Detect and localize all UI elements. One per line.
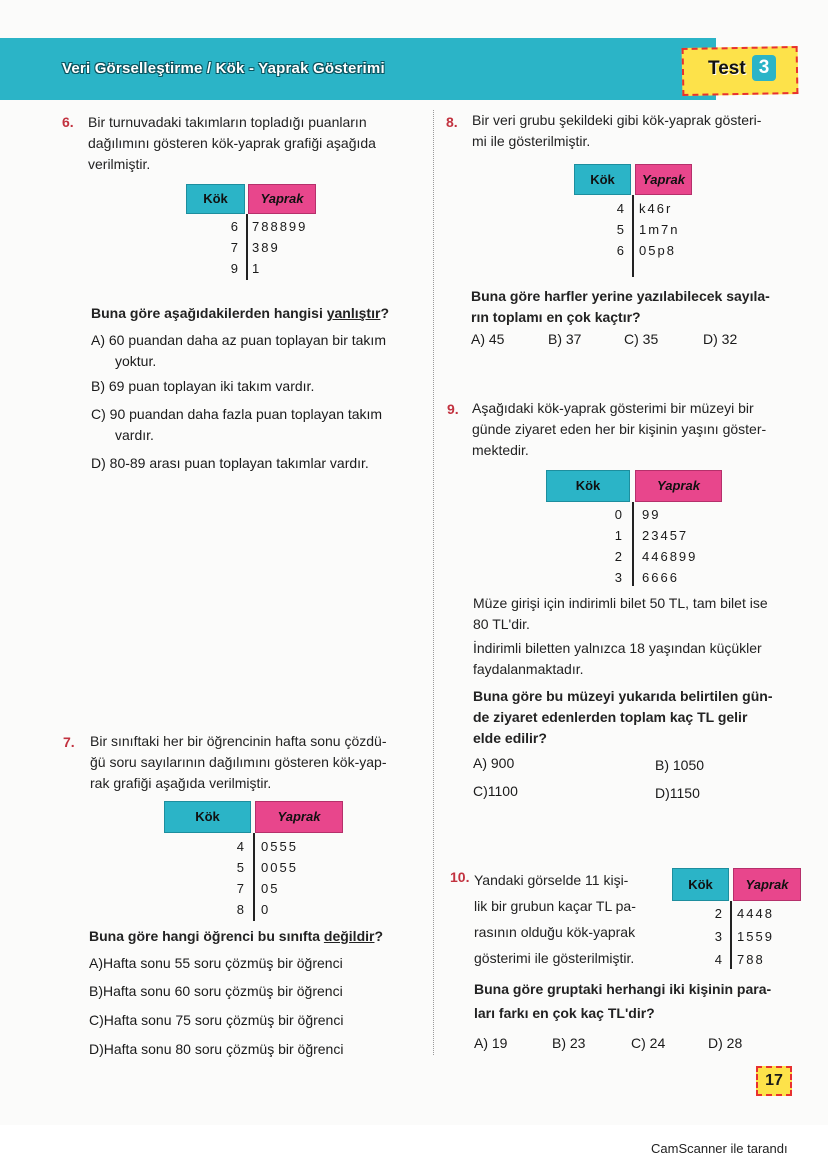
stem-value: 4 — [714, 952, 722, 967]
question-6-line: Bir turnuvadaki takımların topladığı puanların — [88, 114, 367, 130]
question-6-number: 6. — [62, 114, 74, 130]
prompt-line: rın toplamı en çok kaçtır? — [471, 309, 641, 325]
page-number: 17 — [756, 1066, 792, 1096]
question-10-line: gösterimi ile gösterilmiştir. — [474, 950, 635, 966]
question-10-text — [474, 867, 636, 971]
question-6-option-b[interactable] — [91, 376, 314, 397]
stem-value: 6 — [616, 243, 624, 258]
stem-value: 7 — [230, 240, 238, 255]
stem-value: 9 — [230, 261, 238, 276]
stem-value: 3 — [614, 570, 622, 585]
leaf-values: 0 — [261, 902, 271, 917]
question-10-line: rasının olduğu kök-yaprak — [474, 924, 636, 940]
question-9-option-d[interactable]: D)1150 — [655, 785, 700, 801]
stem-value: 2 — [714, 906, 722, 921]
question-8-line: mi ile gösterilmiştir. — [472, 133, 591, 149]
prompt-emphasis: değildir — [323, 928, 375, 944]
leaf-values: 23457 — [642, 528, 689, 543]
question-8-option-d[interactable]: D) 32 — [703, 331, 738, 347]
prompt-emphasis: yanlıştır — [326, 305, 381, 321]
question-7-line: ğü soru sayılarının dağılımını gösteren kök-yap- — [90, 754, 387, 770]
question-8-number: 8. — [446, 114, 458, 130]
stem-value: 4 — [236, 839, 244, 854]
question-10-prompt — [474, 977, 771, 1025]
leaf-values: 788899 — [252, 219, 308, 234]
question-8-stem-leaf-table — [574, 164, 694, 280]
question-6-stem-leaf-table — [186, 184, 326, 284]
stem-value: 2 — [614, 549, 622, 564]
question-10-line: lik bir grubun kaçar TL pa- — [474, 898, 636, 914]
stem-value: 3 — [714, 929, 722, 944]
question-7-line: rak grafiği aşağıda verilmiştir. — [90, 775, 272, 791]
prompt-line: Buna göre harfler yerine yazılabilecek sayıla- — [471, 288, 770, 304]
leaf-values: 05 — [261, 881, 280, 896]
question-7-number: 7. — [63, 734, 75, 750]
stem-header: Kök — [546, 470, 630, 502]
question-9-option-a[interactable]: A) 900 — [473, 755, 515, 771]
option-line: B) 69 puan toplayan iki takım vardır. — [91, 378, 315, 394]
stem-header: Kök — [574, 164, 631, 195]
leaf-values: 788 — [737, 952, 765, 967]
stem-value: 6 — [230, 219, 238, 234]
question-9-info-discount — [473, 638, 762, 680]
question-10-option-a[interactable]: A) 19 — [474, 1035, 508, 1051]
stem-leaf-divider — [632, 502, 634, 586]
question-8-prompt — [471, 286, 770, 328]
question-10-option-d[interactable]: D) 28 — [708, 1035, 743, 1051]
question-7-option-b[interactable]: B)Hafta sonu 60 soru çözmüş bir öğrenci — [89, 983, 343, 999]
question-10-option-b[interactable]: B) 23 — [552, 1035, 586, 1051]
question-7-prompt — [89, 926, 383, 947]
option-line: yoktur. — [115, 353, 157, 369]
question-9-text — [472, 398, 766, 461]
stem-header: Kök — [186, 184, 245, 214]
question-9-option-b[interactable]: B) 1050 — [655, 757, 705, 773]
prompt-text: ? — [374, 928, 384, 944]
question-8-text — [472, 110, 761, 152]
question-10-option-c[interactable]: C) 24 — [631, 1035, 666, 1051]
question-7-option-c[interactable]: C)Hafta sonu 75 soru çözmüş bir öğrenci — [89, 1012, 344, 1028]
leaf-values: 05p8 — [639, 243, 676, 258]
stem-value: 5 — [236, 860, 244, 875]
stem-leaf-divider — [253, 833, 255, 921]
stem-value: 8 — [236, 902, 244, 917]
stem-value: 1 — [614, 528, 622, 543]
stem-value: 5 — [616, 222, 624, 237]
question-10-stem-leaf-table — [672, 868, 806, 972]
leaf-values: 1 — [252, 261, 262, 276]
leaf-values: 6666 — [642, 570, 679, 585]
leaf-header: Yaprak — [248, 184, 316, 214]
leaf-values: 0055 — [261, 860, 298, 875]
question-10-line: Yandaki görselde 11 kişi- — [474, 872, 629, 888]
question-10-number: 10. — [450, 869, 470, 885]
stem-value: 0 — [614, 507, 622, 522]
leaf-values: 4448 — [737, 906, 774, 921]
question-6-option-a[interactable] — [91, 330, 386, 372]
leaf-values: 389 — [252, 240, 280, 255]
leaf-values: 1559 — [737, 929, 774, 944]
leaf-values: k46r — [639, 201, 673, 216]
leaf-header: Yaprak — [733, 868, 801, 901]
prompt-text: Buna göre aşağıdakilerden hangisi — [91, 305, 327, 321]
stem-value: 4 — [616, 201, 624, 216]
leaf-values: 99 — [642, 507, 661, 522]
question-6-line: verilmiştir. — [88, 156, 151, 172]
stem-value: 7 — [236, 881, 244, 896]
stem-header: Kök — [672, 868, 729, 901]
question-6-option-c[interactable] — [91, 404, 382, 446]
stem-leaf-divider — [246, 214, 248, 280]
question-7-stem-leaf-table — [164, 801, 346, 923]
prompt-line: elde edilir? — [473, 730, 547, 746]
column-divider — [433, 110, 434, 1055]
question-9-prompt — [473, 686, 773, 749]
question-6-option-d[interactable] — [91, 453, 369, 474]
question-6-prompt — [91, 303, 389, 324]
question-6-text — [88, 112, 376, 175]
scanner-watermark: CamScanner ile tarandı — [651, 1141, 788, 1156]
stem-leaf-divider — [632, 195, 634, 277]
test-label: Test — [708, 58, 746, 79]
leaf-values: 446899 — [642, 549, 698, 564]
option-line: vardır. — [115, 427, 154, 443]
question-9-option-c[interactable]: C)1100 — [473, 783, 518, 799]
prompt-text: ? — [380, 305, 389, 321]
leaf-values: 1m7n — [639, 222, 680, 237]
question-9-info-tickets — [473, 593, 768, 635]
question-7-text — [90, 731, 387, 794]
option-line: A) 60 puandan daha az puan toplayan bir takım — [91, 332, 386, 348]
question-8-option-b[interactable]: B) 37 — [548, 331, 582, 347]
info-line: faydalanmaktadır. — [473, 661, 584, 677]
stem-leaf-divider — [730, 901, 732, 969]
question-7-line: Bir sınıftaki her bir öğrencinin hafta sonu çözdü- — [90, 733, 387, 749]
info-line: 80 TL'dir. — [473, 616, 530, 632]
question-7-option-d[interactable]: D)Hafta sonu 80 soru çözmüş bir öğrenci — [89, 1041, 344, 1057]
question-8-option-c[interactable]: C) 35 — [624, 331, 659, 347]
question-9-stem-leaf-table — [546, 470, 726, 588]
question-6-line: dağılımını gösteren kök-yaprak grafiği aşağıda — [88, 135, 376, 151]
leaf-header: Yaprak — [635, 164, 692, 195]
question-9-line: mektedir. — [472, 442, 529, 458]
leaf-values: 0555 — [261, 839, 298, 854]
info-line: İndirimli biletten yalnızca 18 yaşından küçükler — [473, 640, 762, 656]
question-7-option-a[interactable]: A)Hafta sonu 55 soru çözmüş bir öğrenci — [89, 955, 343, 971]
option-line: C) 90 puandan daha fazla puan toplayan takım — [91, 406, 383, 422]
question-9-number: 9. — [447, 401, 459, 417]
prompt-line: ları farkı en çok kaç TL'dir? — [474, 1005, 655, 1021]
test-number: 3 — [752, 55, 776, 81]
leaf-header: Yaprak — [255, 801, 343, 833]
stem-header: Kök — [164, 801, 251, 833]
info-line: Müze girişi için indirimli bilet 50 TL, tam bilet ise — [473, 595, 768, 611]
question-9-line: günde ziyaret eden her bir kişinin yaşını göster- — [472, 421, 767, 437]
question-9-line: Aşağıdaki kök-yaprak gösterimi bir müzeyi bir — [472, 400, 754, 416]
prompt-line: Buna göre gruptaki herhangi iki kişinin para- — [474, 981, 772, 997]
prompt-text: Buna göre hangi öğrenci bu sınıfta — [89, 928, 324, 944]
page-title: Veri Görselleştirme / Kök - Yaprak Gösterimi — [62, 60, 385, 77]
prompt-line: Buna göre bu müzeyi yukarıda belirtilen gün- — [473, 688, 773, 704]
question-8-option-a[interactable]: A) 45 — [471, 331, 505, 347]
prompt-line: de ziyaret edenlerden toplam kaç TL gelir — [473, 709, 748, 725]
question-8-line: Bir veri grubu şekildeki gibi kök-yaprak gösteri- — [472, 112, 762, 128]
leaf-header: Yaprak — [635, 470, 722, 502]
option-line: D) 80-89 arası puan toplayan takımlar vardır. — [91, 455, 369, 471]
